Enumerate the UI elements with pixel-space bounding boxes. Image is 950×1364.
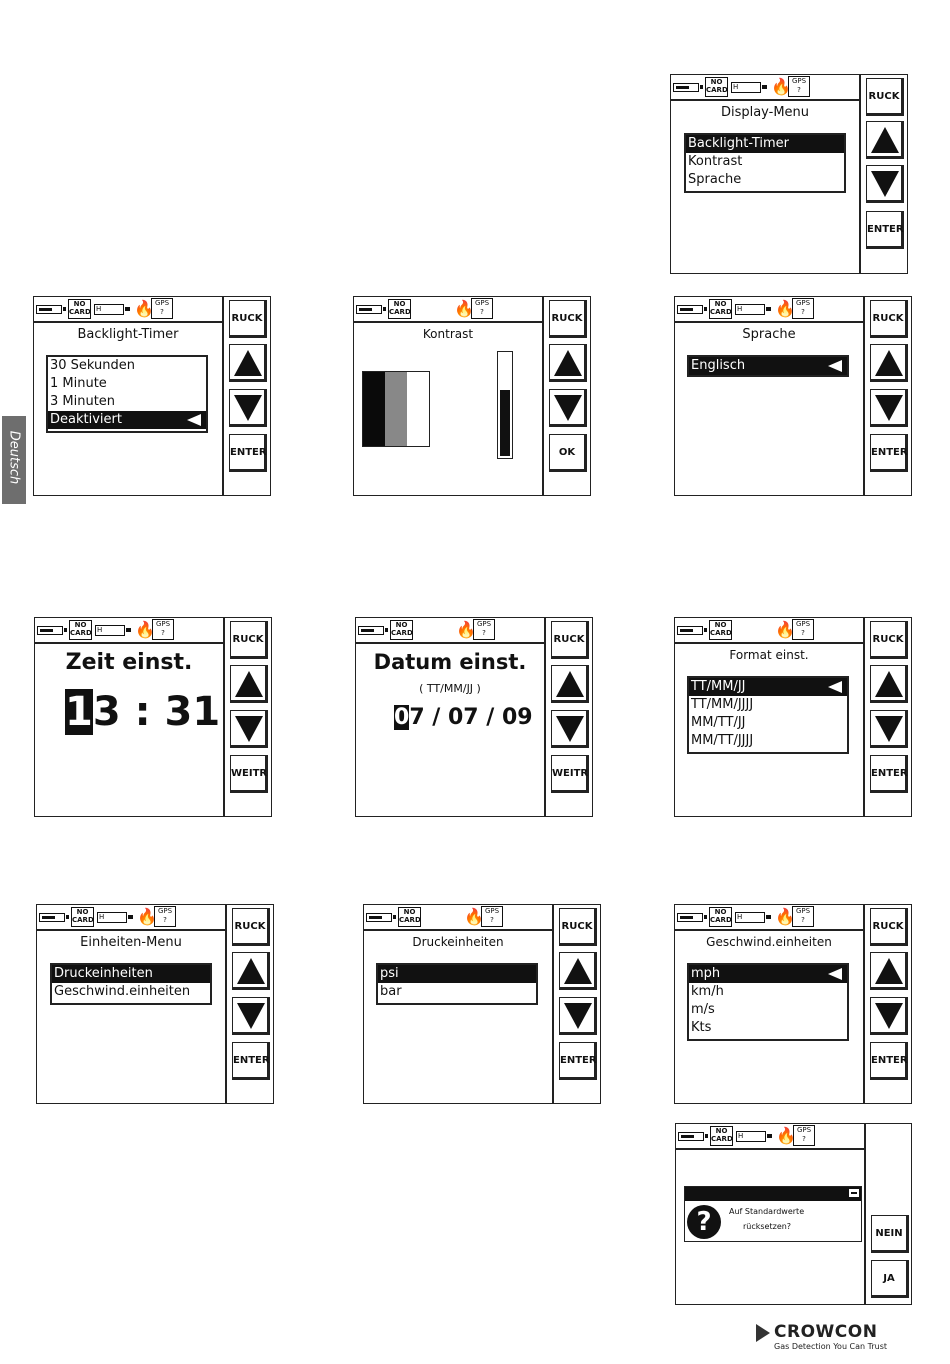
up-arrow-button[interactable] (549, 344, 587, 382)
back-button[interactable]: RUCK (232, 908, 270, 946)
back-button[interactable]: RUCK (551, 621, 589, 659)
gps-icon: GPS ? (792, 906, 814, 927)
device-set-time (34, 617, 272, 817)
contrast-level-bar[interactable] (497, 351, 513, 459)
down-arrow-button[interactable] (559, 997, 597, 1035)
date-format-hint: ( TT/MM/JJ ) (419, 682, 481, 695)
list-item[interactable]: 30 Sekunden (50, 358, 136, 373)
back-button[interactable]: RUCK (229, 300, 267, 338)
gps-icon: GPS ? (793, 1125, 815, 1146)
question-icon: ? (687, 1205, 721, 1239)
pump-cylinder-icon: H (94, 304, 124, 315)
status-bar (676, 1124, 864, 1150)
no-card-icon: NO CARD (709, 907, 732, 927)
device-reset-confirm (675, 1123, 912, 1305)
back-button[interactable]: RUCK (230, 621, 268, 659)
status-bar (356, 618, 544, 644)
gps-icon: GPS ? (152, 619, 174, 640)
screen (35, 618, 225, 816)
battery-icon (673, 83, 699, 92)
date-rest: 7 / 07 / 09 (409, 705, 533, 730)
pump-cylinder-icon: H (95, 625, 125, 636)
sample-black (363, 372, 385, 446)
no-card-icon: NO CARD (709, 299, 732, 319)
screen (675, 905, 865, 1103)
no-card-icon: NO CARD (390, 620, 413, 640)
list-item[interactable]: Sprache (688, 172, 742, 187)
device-set-format (674, 617, 912, 817)
logo-name: CROWCON (774, 1322, 878, 1342)
back-button[interactable]: RUCK (549, 300, 587, 338)
list-item[interactable]: MM/TT/JJJJ (691, 733, 754, 748)
back-button[interactable]: RUCK (870, 908, 908, 946)
screen (364, 905, 554, 1103)
up-arrow-button[interactable] (870, 665, 908, 703)
screen (675, 297, 865, 495)
enter-button[interactable]: ENTER (870, 434, 908, 472)
flame-icon: 🔥 (137, 907, 157, 926)
screen (676, 1124, 866, 1304)
edit-cursor-digit: 1 (65, 689, 93, 735)
status-bar (354, 297, 542, 323)
no-card-icon: NO CARD (710, 1126, 733, 1146)
list-item[interactable]: m/s (691, 1002, 715, 1017)
battery-icon (677, 305, 703, 314)
pump-cylinder-icon: H (97, 912, 127, 923)
list-item[interactable]: km/h (691, 984, 724, 999)
menu-list (687, 676, 849, 754)
screen (354, 297, 544, 495)
down-arrow-button[interactable] (870, 710, 908, 748)
status-bar (675, 618, 863, 644)
device-language (674, 296, 912, 496)
pump-cylinder-icon: H (736, 1131, 766, 1142)
list-item[interactable]: TT/MM/JJJJ (691, 697, 754, 712)
no-card-icon: NO CARD (69, 620, 92, 640)
flame-icon: 🔥 (135, 620, 155, 639)
back-button[interactable]: RUCK (870, 300, 908, 338)
confirm-dialog (684, 1186, 862, 1242)
enter-button[interactable]: ENTER (866, 211, 904, 249)
enter-button[interactable]: ENTER (232, 1042, 270, 1080)
up-arrow-button[interactable] (551, 665, 589, 703)
contrast-level-fill (500, 390, 510, 456)
sample-white (407, 372, 429, 446)
down-arrow-button[interactable] (549, 389, 587, 427)
list-item-selected[interactable] (689, 357, 847, 375)
list-item[interactable]: Kts (691, 1020, 712, 1035)
language-side-tab (2, 416, 26, 504)
no-card-icon: NO CARD (398, 907, 421, 927)
status-bar (37, 905, 225, 931)
screen-title: Geschwind.einheiten (706, 935, 832, 949)
down-arrow-button[interactable] (229, 389, 267, 427)
screen (34, 297, 224, 495)
up-arrow-button[interactable] (866, 121, 904, 159)
dialog-titlebar (685, 1187, 861, 1201)
flame-icon: 🔥 (454, 299, 474, 318)
list-item[interactable]: Geschwind.einheiten (54, 984, 191, 999)
item-label: Deaktiviert (50, 412, 122, 427)
back-button[interactable]: RUCK (559, 908, 597, 946)
crowcon-logo (756, 1322, 896, 1354)
enter-button[interactable]: ENTER (870, 1042, 908, 1080)
menu-list (684, 133, 846, 193)
gps-icon: GPS ? (481, 906, 503, 927)
selected-arrow-icon (828, 968, 842, 980)
sample-grey (385, 372, 407, 446)
date-value[interactable] (394, 704, 533, 732)
item-label: TT/MM/JJ (691, 679, 746, 694)
logo-tagline: Gas Detection You Can Trust (774, 1342, 888, 1351)
menu-list (50, 963, 212, 1005)
list-item-selected[interactable] (689, 965, 847, 983)
screen (675, 618, 865, 816)
screen (356, 618, 546, 816)
screen-title: Datum einst. (373, 650, 527, 674)
flame-icon: 🔥 (464, 907, 484, 926)
selected-arrow-icon (187, 414, 201, 426)
list-item[interactable]: Kontrast (688, 154, 743, 169)
item-label: mph (691, 966, 721, 981)
menu-list (687, 963, 849, 1041)
list-item-selected[interactable] (48, 411, 206, 429)
ok-button[interactable]: OK (549, 434, 587, 472)
battery-icon (36, 305, 62, 314)
menu-list (46, 355, 208, 433)
pump-cylinder-icon: H (731, 82, 761, 93)
up-arrow-button[interactable] (559, 952, 597, 990)
list-item[interactable]: Druckeinheiten (52, 965, 210, 983)
no-card-icon: NO CARD (709, 620, 732, 640)
no-card-icon: NO CARD (68, 299, 91, 319)
up-arrow-button[interactable] (230, 665, 268, 703)
screen-title: Backlight-Timer (77, 327, 179, 342)
list-item[interactable]: MM/TT/JJ (691, 715, 746, 730)
flame-icon: 🔥 (771, 77, 791, 96)
flame-icon: 🔥 (775, 907, 795, 926)
screen-title: Einheiten-Menu (80, 935, 182, 950)
down-arrow-button[interactable] (870, 389, 908, 427)
menu-list (687, 355, 849, 377)
battery-icon (37, 626, 63, 635)
battery-icon (356, 305, 382, 314)
back-button[interactable]: RUCK (866, 78, 904, 116)
up-arrow-button[interactable] (229, 344, 267, 382)
no-button[interactable]: NEIN (871, 1215, 909, 1253)
no-card-icon: NO CARD (71, 907, 94, 927)
battery-icon (677, 913, 703, 922)
status-bar (34, 297, 222, 323)
contrast-sample (362, 371, 430, 447)
flame-icon: 🔥 (775, 620, 795, 639)
battery-icon (677, 626, 703, 635)
edit-cursor-digit: 0 (394, 705, 410, 730)
device-pressure-units (363, 904, 601, 1104)
dialog-message-line1: Auf Standardwerte (729, 1207, 805, 1216)
pump-cylinder-icon: H (735, 304, 765, 315)
selected-arrow-icon (828, 360, 842, 372)
no-card-icon: NO CARD (705, 77, 728, 97)
yes-button[interactable]: JA (871, 1260, 909, 1298)
flame-icon: 🔥 (775, 299, 795, 318)
screen-title: Kontrast (422, 327, 474, 341)
gps-icon: GPS ? (473, 619, 495, 640)
device-units-menu (36, 904, 274, 1104)
gps-icon: GPS ? (792, 619, 814, 640)
device-display-menu (670, 74, 908, 274)
pump-cylinder-icon: H (735, 912, 765, 923)
selected-arrow-icon (828, 681, 842, 693)
screen-title: Druckeinheiten (412, 935, 504, 949)
device-contrast (353, 296, 591, 496)
screen-title: Zeit einst. (65, 650, 193, 675)
flame-icon: 🔥 (456, 620, 476, 639)
dialog-minimize-icon[interactable] (849, 1189, 859, 1197)
up-arrow-button[interactable] (232, 952, 270, 990)
item-label: Englisch (691, 358, 746, 373)
screen-title: Format einst. (729, 648, 809, 662)
down-arrow-button[interactable] (230, 710, 268, 748)
screen-title: Display-Menu (720, 105, 810, 120)
list-item[interactable]: psi (378, 965, 536, 983)
status-bar (35, 618, 223, 644)
list-item[interactable]: 1 Minute (50, 376, 107, 391)
status-bar (675, 297, 863, 323)
gps-icon: GPS ? (792, 298, 814, 319)
down-arrow-button[interactable] (551, 710, 589, 748)
list-item[interactable]: 3 Minuten (50, 394, 116, 409)
gps-icon: GPS ? (471, 298, 493, 319)
screen (671, 75, 861, 273)
status-bar (675, 905, 863, 931)
list-item[interactable]: bar (380, 984, 402, 999)
up-arrow-button[interactable] (870, 344, 908, 382)
back-button[interactable]: RUCK (870, 621, 908, 659)
down-arrow-button[interactable] (232, 997, 270, 1035)
status-bar (364, 905, 552, 931)
battery-icon (39, 913, 65, 922)
down-arrow-button[interactable] (870, 997, 908, 1035)
gps-icon: GPS ? (154, 906, 176, 927)
next-button[interactable]: WEITR (230, 755, 268, 793)
battery-icon (678, 1132, 704, 1141)
screen-title: Sprache (742, 327, 796, 342)
logo-mark-icon (756, 1324, 770, 1342)
enter-button[interactable]: ENTER (559, 1042, 597, 1080)
battery-icon (366, 913, 392, 922)
up-arrow-button[interactable] (870, 952, 908, 990)
time-value[interactable] (65, 688, 220, 736)
gps-icon: GPS ? (788, 76, 810, 97)
no-card-icon: NO CARD (388, 299, 411, 319)
device-set-date (355, 617, 593, 817)
screen (37, 905, 227, 1103)
dialog-message-line2: rücksetzen? (743, 1222, 792, 1231)
side-tab-label: Deutsch (6, 430, 22, 485)
time-rest: 3 : 31 (92, 689, 221, 735)
list-item[interactable]: Backlight-Timer (686, 135, 844, 153)
list-item-selected[interactable] (689, 678, 847, 696)
down-arrow-button[interactable] (866, 165, 904, 203)
device-speed-units (674, 904, 912, 1104)
gps-icon: GPS ? (151, 298, 173, 319)
flame-icon: 🔥 (134, 299, 154, 318)
next-button[interactable]: WEITR (551, 755, 589, 793)
battery-icon (358, 626, 384, 635)
flame-icon: 🔥 (776, 1126, 796, 1145)
device-backlight-timer (33, 296, 271, 496)
enter-button[interactable]: ENTER (870, 755, 908, 793)
enter-button[interactable]: ENTER (229, 434, 267, 472)
status-bar (671, 75, 859, 101)
menu-list (376, 963, 538, 1005)
